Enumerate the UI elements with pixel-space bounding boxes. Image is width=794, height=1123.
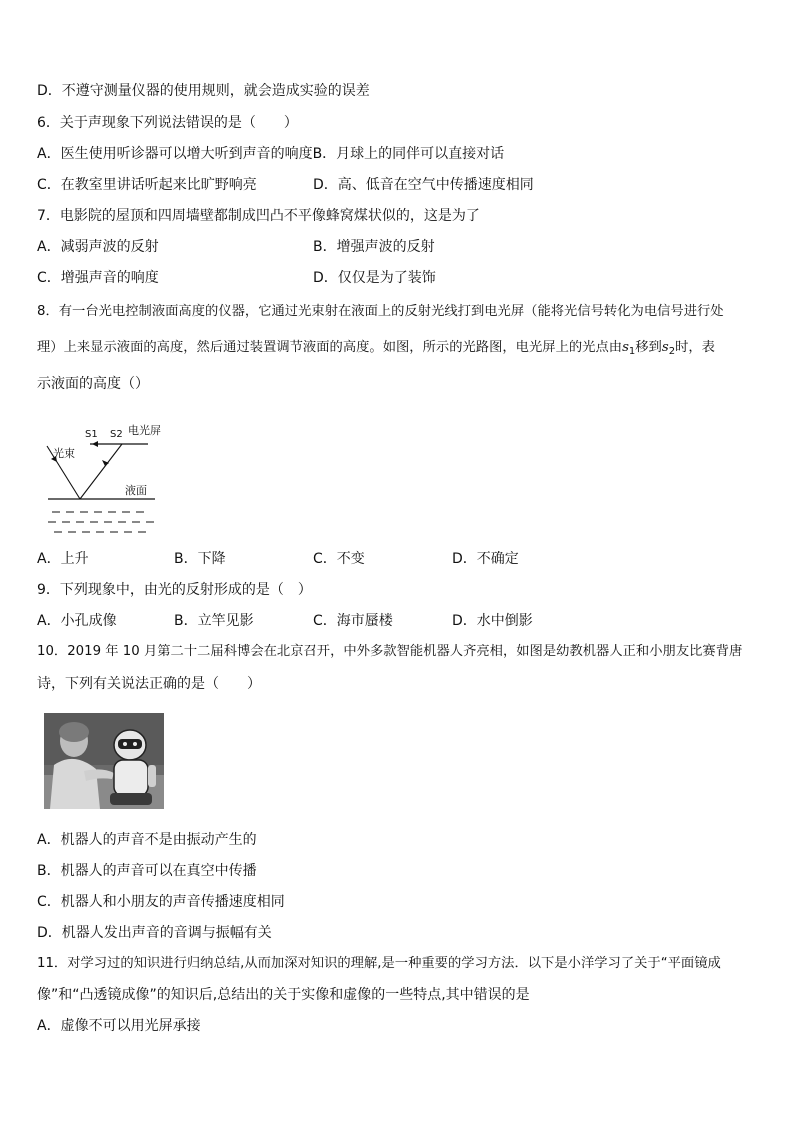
q8-stem-line2 — [37, 338, 715, 362]
q8-option-b: B．下降 — [174, 551, 226, 567]
q10-option-a: A．机器人的声音不是由振动产生的 — [37, 832, 257, 848]
q9-stem: 9．下列现象中，由光的反射形成的是（ ） — [37, 582, 312, 598]
q8-stem-line1: 8．有一台光电控制液面高度的仪器，它通过光束射在液面上的反射光线打到电光屏（能将光信号转化为电信号进行处 — [37, 304, 724, 319]
q6-stem: 6．关于声现象下列说法错误的是（ ） — [37, 115, 298, 131]
q9-option-b: B．立竿见影 — [174, 613, 254, 629]
q10-option-c: C．机器人和小朋友的声音传播速度相同 — [37, 894, 285, 910]
diagram-label-s1: S1 — [85, 429, 98, 440]
diagram-label-screen: 电光屏 — [128, 424, 161, 437]
robot-side-arm — [148, 765, 156, 787]
child-hair — [59, 722, 89, 742]
q6-option-c: C．在教室里讲话听起来比旷野响亮 — [37, 177, 257, 193]
q9-option-a: A．小孔成像 — [37, 613, 117, 629]
q6-option-ab: A．医生使用听诊器可以增大听到声音的响度B．月球上的同伴可以直接对话 — [37, 146, 505, 162]
q10-option-b: B．机器人的声音可以在真空中传播 — [37, 863, 257, 879]
q7-stem: 7．电影院的屋顶和四周墙壁都制成凹凸不平像蜂窝煤状似的，这是为了 — [37, 208, 480, 224]
robot-and-child-photo — [44, 713, 164, 809]
reflected-arrow-head — [102, 460, 109, 466]
s1-arrow-head — [92, 441, 98, 447]
q8-s2-letter: s — [661, 340, 669, 355]
q5-option-d: D．不遵守测量仪器的使用规则，就会造成实验的误差 — [37, 83, 370, 99]
q8-option-c: C．不变 — [313, 551, 365, 567]
q9-option-d: D．水中倒影 — [452, 613, 533, 629]
q6-option-d: D．高、低音在空气中传播速度相同 — [313, 177, 534, 193]
q11-option-a: A．虚像不可以用光屏承接 — [37, 1018, 201, 1034]
q10-stem-line1: 10．2019 年 10 月第二十二届科博会在北京召开，中外多款智能机器人齐亮相，如图是幼教机器人正和小朋友比赛背唐 — [37, 644, 743, 659]
light-path-diagram — [40, 420, 170, 545]
q9-option-c: C．海市蜃楼 — [313, 613, 393, 629]
q8-option-d: D．不确定 — [452, 551, 519, 567]
q8-s1-subscript: 1 — [628, 346, 636, 357]
q8-moved-to: 移到 — [635, 340, 662, 355]
reflected-light-beam — [80, 444, 122, 499]
q8-stem-line2-end: 时，表 — [675, 340, 715, 355]
q10-option-d: D．机器人发出声音的音调与振幅有关 — [37, 925, 272, 941]
q8-stem-line3: 示液面的高度（） — [37, 376, 149, 392]
q8-stem-line2-text: 理）上来显示液面的高度，然后通过装置调节液面的高度。如图，所示的光路图，电光屏上的光点由 — [37, 340, 623, 355]
robot-body — [114, 760, 148, 796]
q11-stem-line2: 像”和“凸透镜成像”的知识后,总结出的关于实像和虚像的一些特点,其中错误的是 — [37, 987, 530, 1003]
q10-stem-line2: 诗，下列有关说法正确的是（ ） — [37, 676, 261, 692]
q8-s1-letter: s — [622, 340, 629, 355]
q8-s2-subscript: 2 — [668, 346, 676, 357]
q11-stem-line1: 11．对学习过的知识进行归纳总结,从而加深对知识的理解,是一种重要的学习方法．以下是小洋学习了关于“平面镜成 — [37, 956, 721, 971]
robot-base — [110, 793, 152, 805]
q8-s2-symbol — [662, 340, 675, 355]
q8-s1-symbol — [622, 340, 635, 355]
q7-option-a: A．减弱声波的反射 — [37, 239, 159, 255]
q8-option-a: A．上升 — [37, 551, 89, 567]
diagram-label-beam: 光束 — [53, 447, 75, 460]
child-body — [50, 759, 100, 809]
q7-option-d: D．仅仅是为了装饰 — [313, 270, 436, 286]
robot-face-visor — [118, 739, 142, 749]
diagram-label-liquid: 液面 — [125, 484, 147, 497]
q7-option-b: B．增强声波的反射 — [313, 239, 435, 255]
q7-option-c: C．增强声音的响度 — [37, 270, 159, 286]
robot-eye-left — [123, 742, 127, 746]
robot-eye-right — [133, 742, 137, 746]
diagram-label-s2: S2 — [110, 429, 123, 440]
